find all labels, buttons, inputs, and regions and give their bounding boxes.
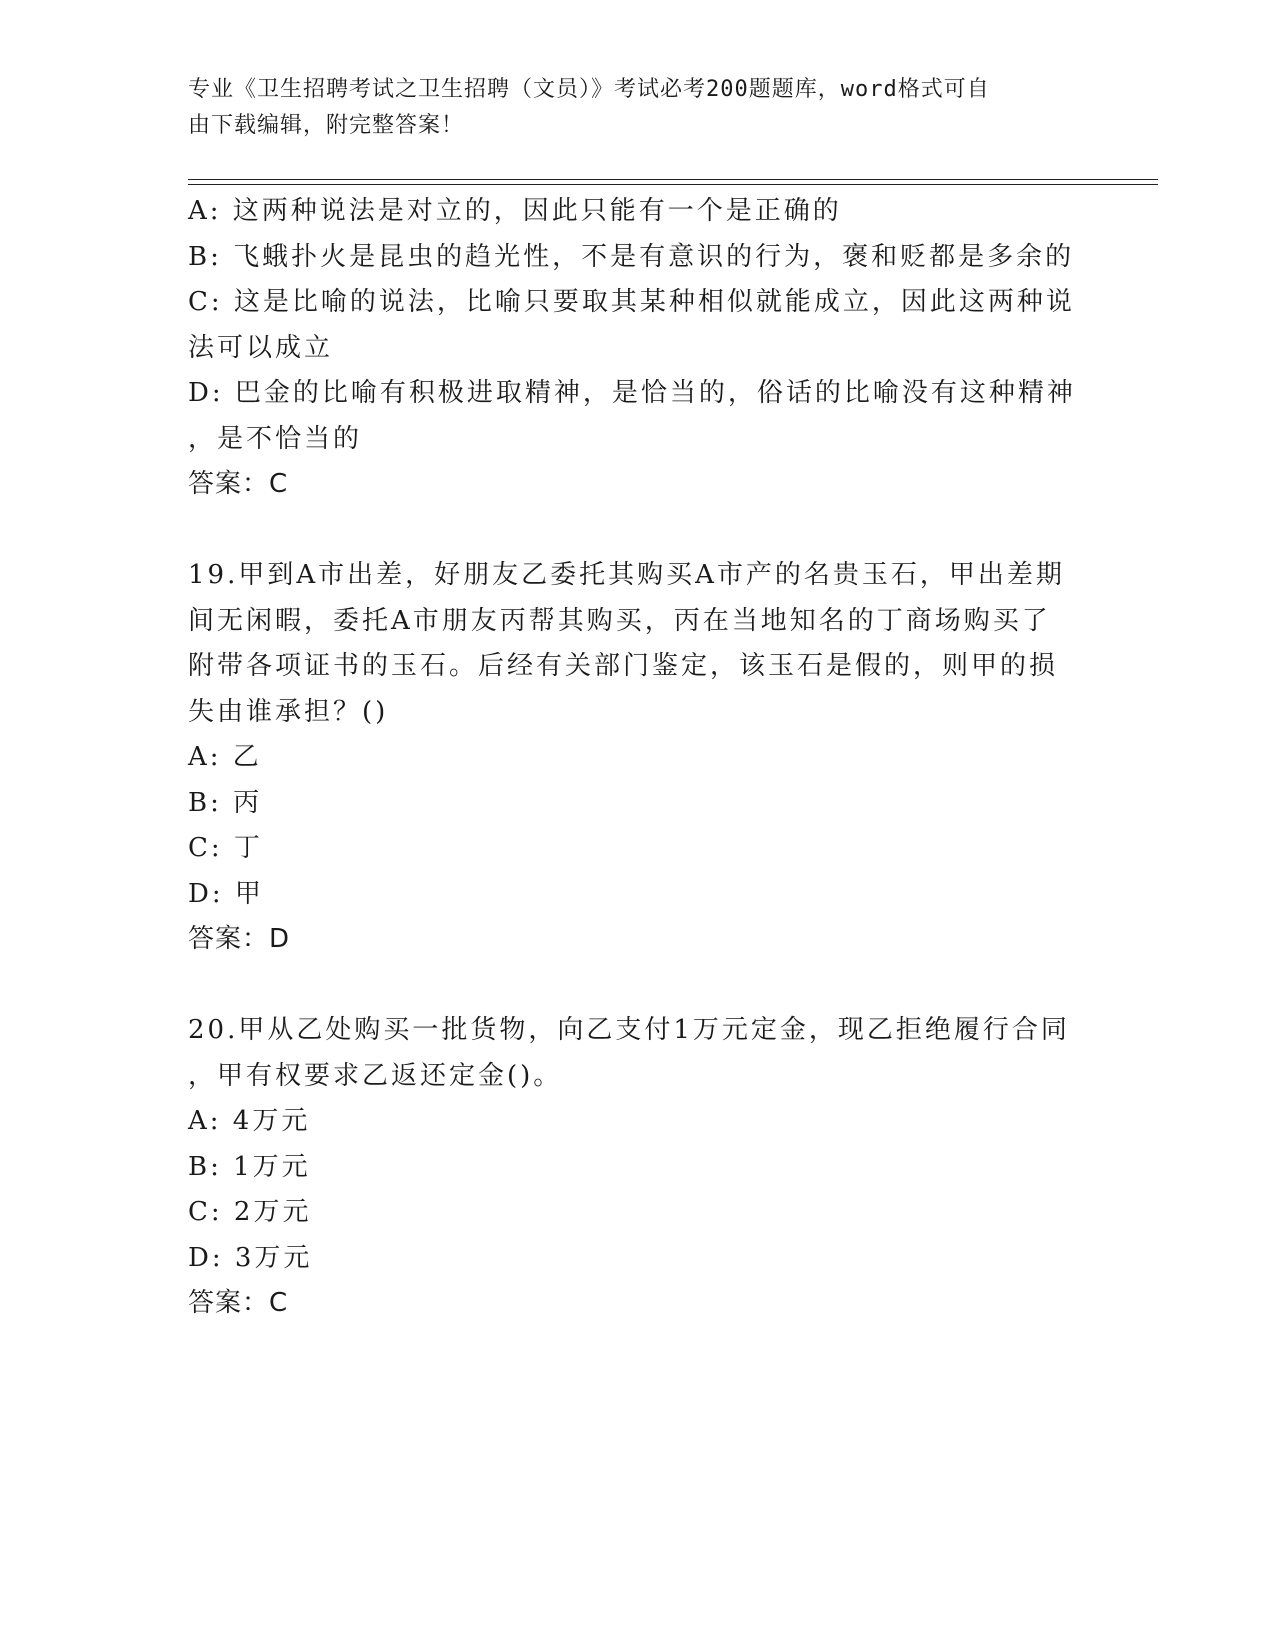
option-a: A: 这两种说法是对立的，因此只能有一个是正确的	[188, 196, 842, 226]
spacer	[188, 963, 1088, 1009]
question-stem: 附带各项证书的玉石。后经有关部门鉴定，该玉石是假的，则甲的损	[188, 651, 1059, 681]
option-c-continued: 法可以成立	[188, 332, 334, 363]
question-stem: 20.甲从乙处购买一批货物，向乙支付1万元定金，现乙拒绝履行合同	[188, 1015, 1070, 1045]
option-d: D: 3万元	[188, 1242, 313, 1273]
question-stem: ，甲有权要求乙返还定金()。	[188, 1060, 563, 1091]
option-d: D: 甲	[188, 878, 264, 909]
option-a: A: 4万元	[188, 1106, 311, 1136]
question-stem: 间无闲暇，委托A市朋友丙帮其购买，丙在当地知名的丁商场购买了	[188, 605, 1051, 636]
option-d-continued: ，是不恰当的	[188, 423, 363, 454]
option-b: B: 丙	[188, 787, 263, 818]
option-b: B: 1万元	[188, 1151, 311, 1182]
header-line-2: 由下载编辑，附完整答案！	[188, 113, 465, 138]
question-stem: 失由谁承担？()	[188, 696, 389, 727]
option-c: C: 这是比喻的说法，比喻只要取其某种相似就能成立，因此这两种说	[188, 287, 1075, 317]
header-line-1: 专业《卫生招聘考试之卫生招聘（文员）》考试必考200题题库，word格式可自	[188, 77, 990, 102]
answer: 答案：D	[188, 924, 291, 954]
question-20	[188, 1008, 1088, 1327]
header-rule-top	[188, 179, 1158, 180]
option-c: C: 丁	[188, 833, 263, 863]
option-a: A: 乙	[188, 742, 262, 772]
answer: 答案：C	[188, 1288, 289, 1318]
header-rule-bottom	[188, 184, 1158, 185]
answer: 答案：C	[188, 469, 289, 499]
question-19	[188, 553, 1088, 963]
option-c: C: 2万元	[188, 1197, 312, 1227]
spacer	[188, 508, 1088, 554]
option-d: D: 巴金的比喻有积极进取精神，是恰当的，俗话的比喻没有这种精神	[188, 378, 1076, 408]
document-header	[188, 72, 1068, 144]
option-b: B: 飞蛾扑火是昆虫的趋光性，不是有意识的行为，褒和贬都是多余的	[188, 241, 1075, 272]
question-content	[188, 189, 1088, 1327]
question-stem: 19.甲到A市出差，好朋友乙委托其购买A市产的名贵玉石，甲出差期	[188, 560, 1065, 590]
question-18	[188, 189, 1088, 508]
